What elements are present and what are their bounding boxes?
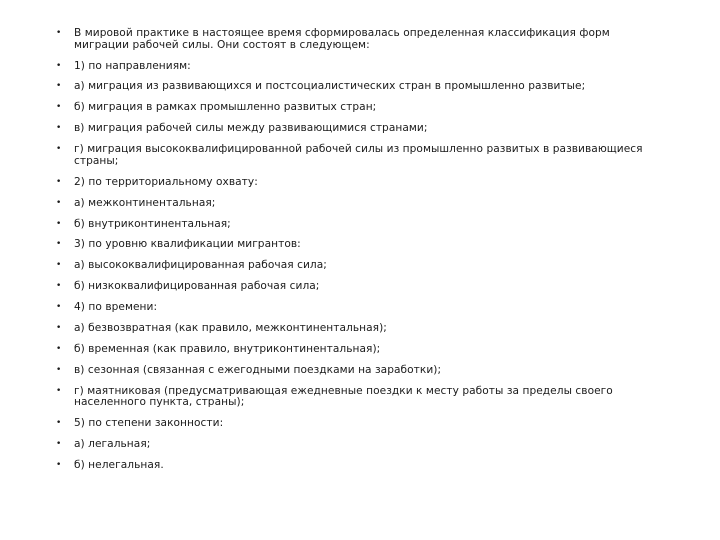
list-item	[56, 281, 666, 293]
bullet-icon: •	[56, 281, 62, 292]
bullet-icon: •	[56, 176, 62, 187]
list-item-text: 5) по степени законности:	[74, 417, 224, 430]
list-item	[56, 302, 666, 314]
bullet-icon: •	[56, 322, 62, 333]
bullet-icon: •	[56, 123, 62, 134]
list-item-text: б) временная (как правило, внутриконтинентальная);	[74, 342, 381, 355]
list-item-text: б) низкоквалифицированная рабочая сила;	[74, 280, 320, 293]
list-item-text: 3) по уровню квалификации мигрантов:	[74, 238, 301, 251]
list-item-text: г) маятниковая (предусматривающая ежедневные поездки к месту работы за пределы своего населенного пункта, страны);	[74, 384, 613, 409]
list-item	[56, 439, 666, 451]
list-item	[56, 323, 666, 335]
list-item	[56, 28, 666, 51]
bullet-icon: •	[56, 343, 62, 354]
list-item-text: г) миграция высококвалифицированной рабочей силы из промышленно развитых в развивающиеся страны;	[74, 143, 643, 167]
list-item	[56, 460, 666, 472]
list-item	[56, 365, 666, 377]
bullet-icon: •	[56, 460, 62, 471]
bullet-list	[56, 28, 666, 481]
bullet-icon: •	[56, 302, 62, 313]
list-item-text: 1) по направлениям:	[74, 59, 191, 72]
bullet-icon: •	[56, 260, 62, 271]
list-item-text: а) миграция из развивающихся и постсоциалистических стран в промышленно развитые;	[74, 80, 586, 93]
bullet-icon: •	[56, 81, 62, 92]
list-item	[56, 61, 666, 73]
list-item	[56, 344, 666, 356]
list-item	[56, 102, 666, 114]
list-item	[56, 144, 666, 167]
bullet-icon: •	[56, 239, 62, 250]
list-item-text: в) миграция рабочей силы между развивающимися странами;	[74, 122, 428, 135]
list-item-text: б) нелегальная.	[74, 459, 164, 472]
bullet-icon: •	[56, 439, 62, 450]
list-item-text: а) безвозвратная (как правило, межконтинентальная);	[74, 321, 387, 334]
bullet-icon: •	[56, 418, 62, 429]
list-item	[56, 239, 666, 251]
bullet-icon: •	[56, 197, 62, 208]
list-item	[56, 81, 666, 93]
list-item-text: 4) по времени:	[74, 301, 158, 314]
list-item-text: а) высококвалифицированная рабочая сила;	[74, 259, 327, 272]
list-item-text: б) миграция в рамках промышленно развитых стран;	[74, 101, 377, 114]
bullet-icon: •	[56, 218, 62, 229]
list-item-text: а) легальная;	[74, 438, 151, 451]
bullet-icon: •	[56, 144, 62, 155]
bullet-icon: •	[56, 364, 62, 375]
list-item	[56, 219, 666, 231]
list-item	[56, 198, 666, 210]
list-item	[56, 260, 666, 272]
list-item-text: а) межконтинентальная;	[74, 196, 216, 209]
bullet-icon: •	[56, 28, 62, 38]
list-item	[56, 418, 666, 430]
list-item-text: б) внутриконтинентальная;	[74, 217, 231, 230]
list-item	[56, 386, 666, 409]
bullet-icon: •	[56, 385, 62, 396]
list-item-text: В мировой практике в настоящее время сформировалась определенная классификация форм миграции рабочей силы. Они состоят в следующем:	[74, 27, 610, 51]
list-item	[56, 177, 666, 189]
list-item	[56, 123, 666, 135]
list-item-text: в) сезонная (связанная с ежегодными поездками на заработки);	[74, 363, 442, 376]
list-item-text: 2) по территориальному охвату:	[74, 175, 258, 188]
bullet-icon: •	[56, 102, 62, 113]
bullet-icon: •	[56, 60, 62, 71]
